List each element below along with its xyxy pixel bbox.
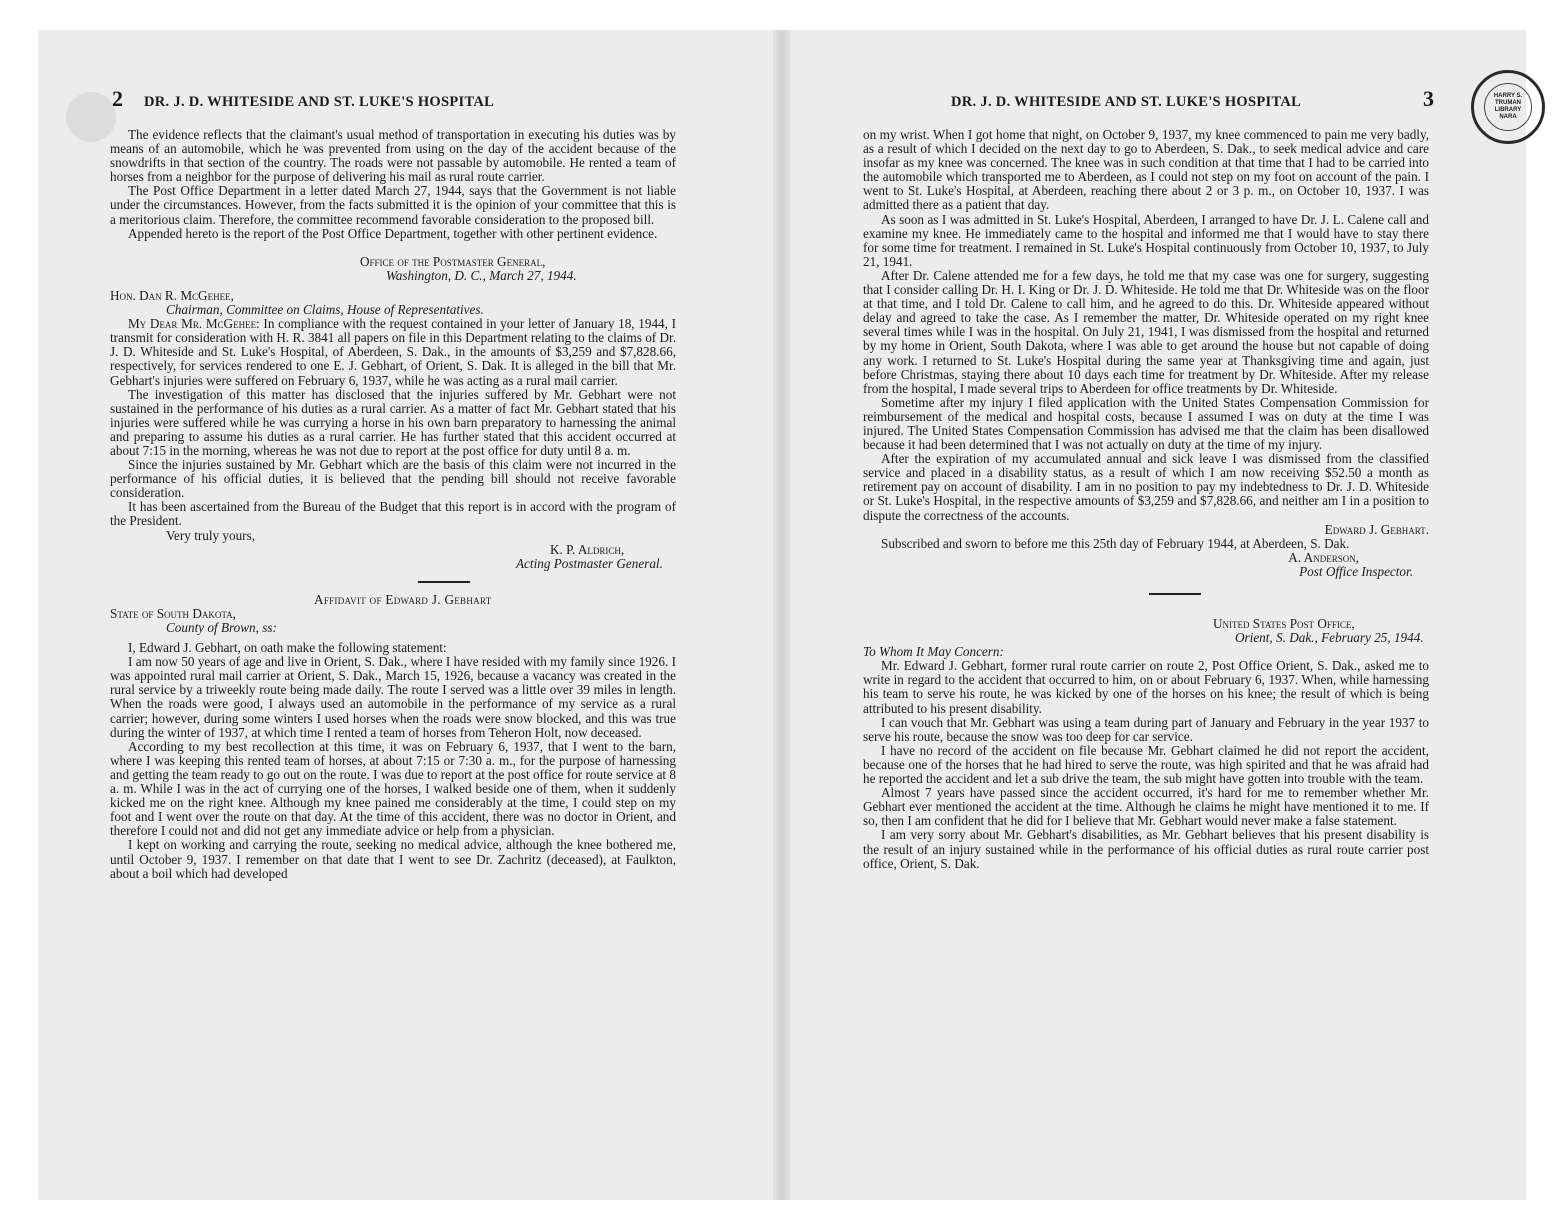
book-gutter [773, 30, 791, 1200]
paragraph: As soon as I was admitted in St. Luke's Hospital, Aberdeen, I arranged to have Dr. J. L. Calene call and examine my knee. He immediately came to the hospital and informed me that I would have to stay there for some time for treatment. I remained in St. Luke's Hospital continuously from October 10, 1937, to July 21, 1941. [863, 211, 1429, 269]
jurat: Subscribed and sworn to before me this 25th day of February 1944, at Aberdeen, S. Dak. [881, 535, 1350, 551]
left-page-body [110, 128, 676, 881]
po-paragraph: Mr. Edward J. Gebhart, former rural route carrier on route 2, Post Office Orient, S. Dak., asked me to write in regard to the accident that occurred to him, on or about February 6, 1937. When, while harnessing his team to serve his route, he was kicked by one of the horses on his knee; the result of which is being attributed to his present disability. [863, 658, 1429, 716]
affiant-signature: Edward J. Gebhart. [1324, 521, 1429, 537]
po-dateline: Orient, S. Dak., February 25, 1944. [1235, 630, 1424, 646]
addressee-title: Chairman, Committee on Claims, House of Representatives. [166, 302, 484, 318]
divider [1149, 593, 1201, 595]
inspector-title: Post Office Inspector. [1299, 563, 1413, 579]
paragraph: The evidence reflects that the claimant's usual method of transportation in executing his duties was by means of an automobile, which he was prevented from using on the day of the accident because of the snowdrifts in that section of the country. The roads were not passable by automobile. He rented a team of horses from a neighbor for the purpose of delivering his mail as rural route carrier. [110, 127, 676, 185]
right-page [791, 30, 1526, 1200]
affidavit-title: Affidavit of Edward J. Gebhart [314, 591, 492, 607]
affidavit-paragraph: I, Edward J. Gebhart, on oath make the following statement: [128, 640, 447, 656]
letter-paragraph: In compliance with the request contained in your letter of January 18, 1944, I transmit for consideration with H. R. 3841 all papers on file in this Department relating to the claims of Dr. J. D. Whiteside and St. Luke's Hospital, of Aberdeen, S. Dak., in the amounts of $3,259 and $7,828.66, respectively, for services rendered to one E. J. Gebhart, of Orient, S. Dak. It is alleged in the bill that Mr. Gebhart's injuries were suffered on February 6, 1937, while he was acting as a rural mail carrier. [110, 316, 677, 388]
salutation: My Dear Mr. McGehee: [128, 316, 260, 332]
page-number: 2 [112, 86, 123, 111]
paragraph: After the expiration of my accumulated annual and sick leave I was dismissed from the classified service and placed in a disability status, as a result of which I am now receiving $52.50 a month as retirement pay on account of disability. I am in no position to pay my indebtedness to Dr. J. D. Whiteside or St. Luke's Hospital, in the respective amounts of $3,259 and $7,828.66, and neither am I in a position to dispute the correctness of the accounts. [863, 451, 1429, 523]
letter-paragraph: Since the injuries sustained by Mr. Gebhart which are the basis of this claim were not incurred in the performance of his official duties, it is believed that the pending bill should not receive favorable consideration. [110, 457, 676, 501]
document-spread [38, 30, 1526, 1200]
library-stamp [1471, 70, 1545, 144]
faint-stamp [66, 92, 116, 142]
po-paragraph: I am very sorry about Mr. Gebhart's disabilities, as Mr. Gebhart believes that his present disability is the result of an injury sustained while in the performance of his official duties as rural route carrier post office, Orient, S. Dak. [863, 827, 1429, 871]
affidavit-paragraph: I am now 50 years of age and live in Orient, S. Dak., where I have resided with my family since 1926. I was appointed rural mail carrier at Orient, S. Dak., March 15, 1926, because a vacancy was created in the rural service by a triweekly route being made daily. The route I served was a little over 39 miles in length. When the roads were good, I always used an automobile in the performance of my service as a rural carrier; however, during some winters I used horses when the roads were snow blocked, and this was true during the winter of 1937, at which time I rented a team of horses from Teheron Holt, now deceased. [110, 654, 676, 740]
po-paragraph: Almost 7 years have passed since the accident occurred, it's hard for me to remember whether Mr. Gebhart ever mentioned the accident at the time. Although he claims he might have mentioned it to me. If so, then I am confident that he did for I believe that Mr. Gebhart would never make a false statement. [863, 785, 1429, 829]
office-heading: Office of the Postmaster General, [360, 253, 546, 269]
letter-paragraph: The investigation of this matter has disclosed that the injuries suffered by Mr. Gebhart were not sustained in the performance of his duties as a rural carrier. As a matter of fact Mr. Gebhart stated that his injuries were suffered while he was currying a horse in his own barn preparatory to harnessing the animal and preparing to assume his duties as a rural carrier. He has further stated that this accident occurred at about 7:15 in the morning, whereas he was not due to report at the post office for duty until 8 a. m. [110, 386, 676, 458]
po-salutation: To Whom It May Concern: [863, 644, 1004, 660]
stamp-center [1484, 83, 1532, 131]
running-header: DR. J. D. WHITESIDE AND ST. LUKE'S HOSPITAL [951, 94, 1302, 110]
inspector-name: A. Anderson, [1288, 549, 1359, 565]
stamp-text: HARRY S. TRUMAN LIBRARY NARA [1493, 93, 1523, 120]
continued-paragraph: on my wrist. When I got home that night, on October 9, 1937, my knee commenced to pain me very badly, as a result of which I decided on the next day to go to Aberdeen, S. Dak., to seek medical advice and care insofar as my knee was concerned. The knee was in such condition at that time that I had to be carried into the automobile which transported me to Aberdeen, as I could not step on my foot on account of the pain. I went to St. Luke's Hospital, at Aberdeen, reaching there about 2 or 3 p. m., on October 10, 1937. I was admitted there as a patient that day. [863, 127, 1429, 213]
signer-title: Acting Postmaster General. [516, 555, 663, 571]
left-page [38, 30, 773, 1200]
closing: Very truly yours, [166, 527, 256, 543]
affidavit-paragraph: According to my best recollection at this time, it was on February 6, 1937, that I went to the barn, where I was keeping this rented team of horses, at about 7:15 or 7:30 a. m., for the purpose of harnessing and getting the team ready to go out on the route. I was due to report at the post office for route service at 8 a. m. While I was in the act of currying one of the horses, I walked beside one of them, when it suddenly kicked me on the right knee. Although my knee pained me considerably at the time, I could step on my foot and I went over the route on that day. At the time of this accident, there was no doctor in Orient, and therefore I could not and did not get any immediate advice or help from a physician. [110, 738, 676, 839]
po-paragraph: I can vouch that Mr. Gebhart was using a team during part of January and February in the year 1937 to serve his route, because the snow was too deep for car service. [863, 714, 1429, 744]
paragraph: The Post Office Department in a letter dated March 27, 1944, says that the Government is not liable under the circumstances. However, from the facts submitted it is the opinion of your committee that this is a meritorious claim. Therefore, the committee recommend favorable consideration to the proposed bill. [110, 183, 676, 227]
right-page-body [863, 128, 1429, 871]
addressee: Hon. Dan R. McGehee, [110, 287, 234, 303]
office-dateline: Washington, D. C., March 27, 1944. [386, 267, 577, 283]
po-paragraph: I have no record of the accident on file because Mr. Gebhart claimed he did not report the accident, because one of the horses that he had hired to serve the route, was high spirited and that he was afraid had he reported the accident and let a sub drive the team, the sub might have gotten into trouble with the team. [863, 742, 1429, 787]
po-heading: United States Post Office, [1213, 616, 1355, 631]
page-number: 3 [1423, 86, 1434, 111]
venue-county: County of Brown, ss: [166, 620, 277, 635]
affidavit-paragraph: I kept on working and carrying the route, seeking no medical advice, although the knee bothered me, until October 9, 1937. I remember on that date that I went to see Dr. Zachritz (deceased), at Faulkton, about a boil which had developed [110, 837, 676, 881]
running-header: DR. J. D. WHITESIDE AND ST. LUKE'S HOSPITAL [144, 94, 495, 110]
venue-state: State of South Dakota, [110, 605, 236, 621]
paragraph: Sometime after my injury I filed application with the United States Compensation Commission for reimbursement of the medical and hospital costs, because I assumed I was on duty at the time I was injured. The United States Compensation Commission has advised me that the claim has been disallowed because it had been determined that I was not actually on duty at the time of my injury. [863, 394, 1429, 453]
signer: K. P. Aldrich, [550, 541, 625, 557]
paragraph: After Dr. Calene attended me for a few days, he told me that my case was one for surgery, suggesting that I consider calling Dr. H. I. King or Dr. J. D. Whiteside. He told me that Dr. Whiteside was on the floor at that time, and I told Dr. Calene to call him, and he agreed to do this. Dr. Whiteside appeared without delay and agreed to take the case. As I remember the matter, Dr. Whiteside operated on my right knee several times while I was in the hospital. On July 21, 1941, I was dismissed from the hospital and returned by my home in Orient, South Dakota, where I was able to get around the house but not capable of doing any work. I returned to St. Luke's Hospital during the same year at Thanksgiving time and again, just before Christmas, staying there about 10 days each time for treatment by Dr. Whiteside. After my release from the hospital, I made several trips to Aberdeen for office treatments by Dr. Whiteside. [863, 267, 1429, 396]
letter-paragraph: It has been ascertained from the Bureau of the Budget that this report is in accord with the program of the President. [110, 499, 676, 529]
divider [418, 581, 470, 583]
paragraph: Appended hereto is the report of the Post Office Department, together with other pertinent evidence. [128, 225, 658, 241]
